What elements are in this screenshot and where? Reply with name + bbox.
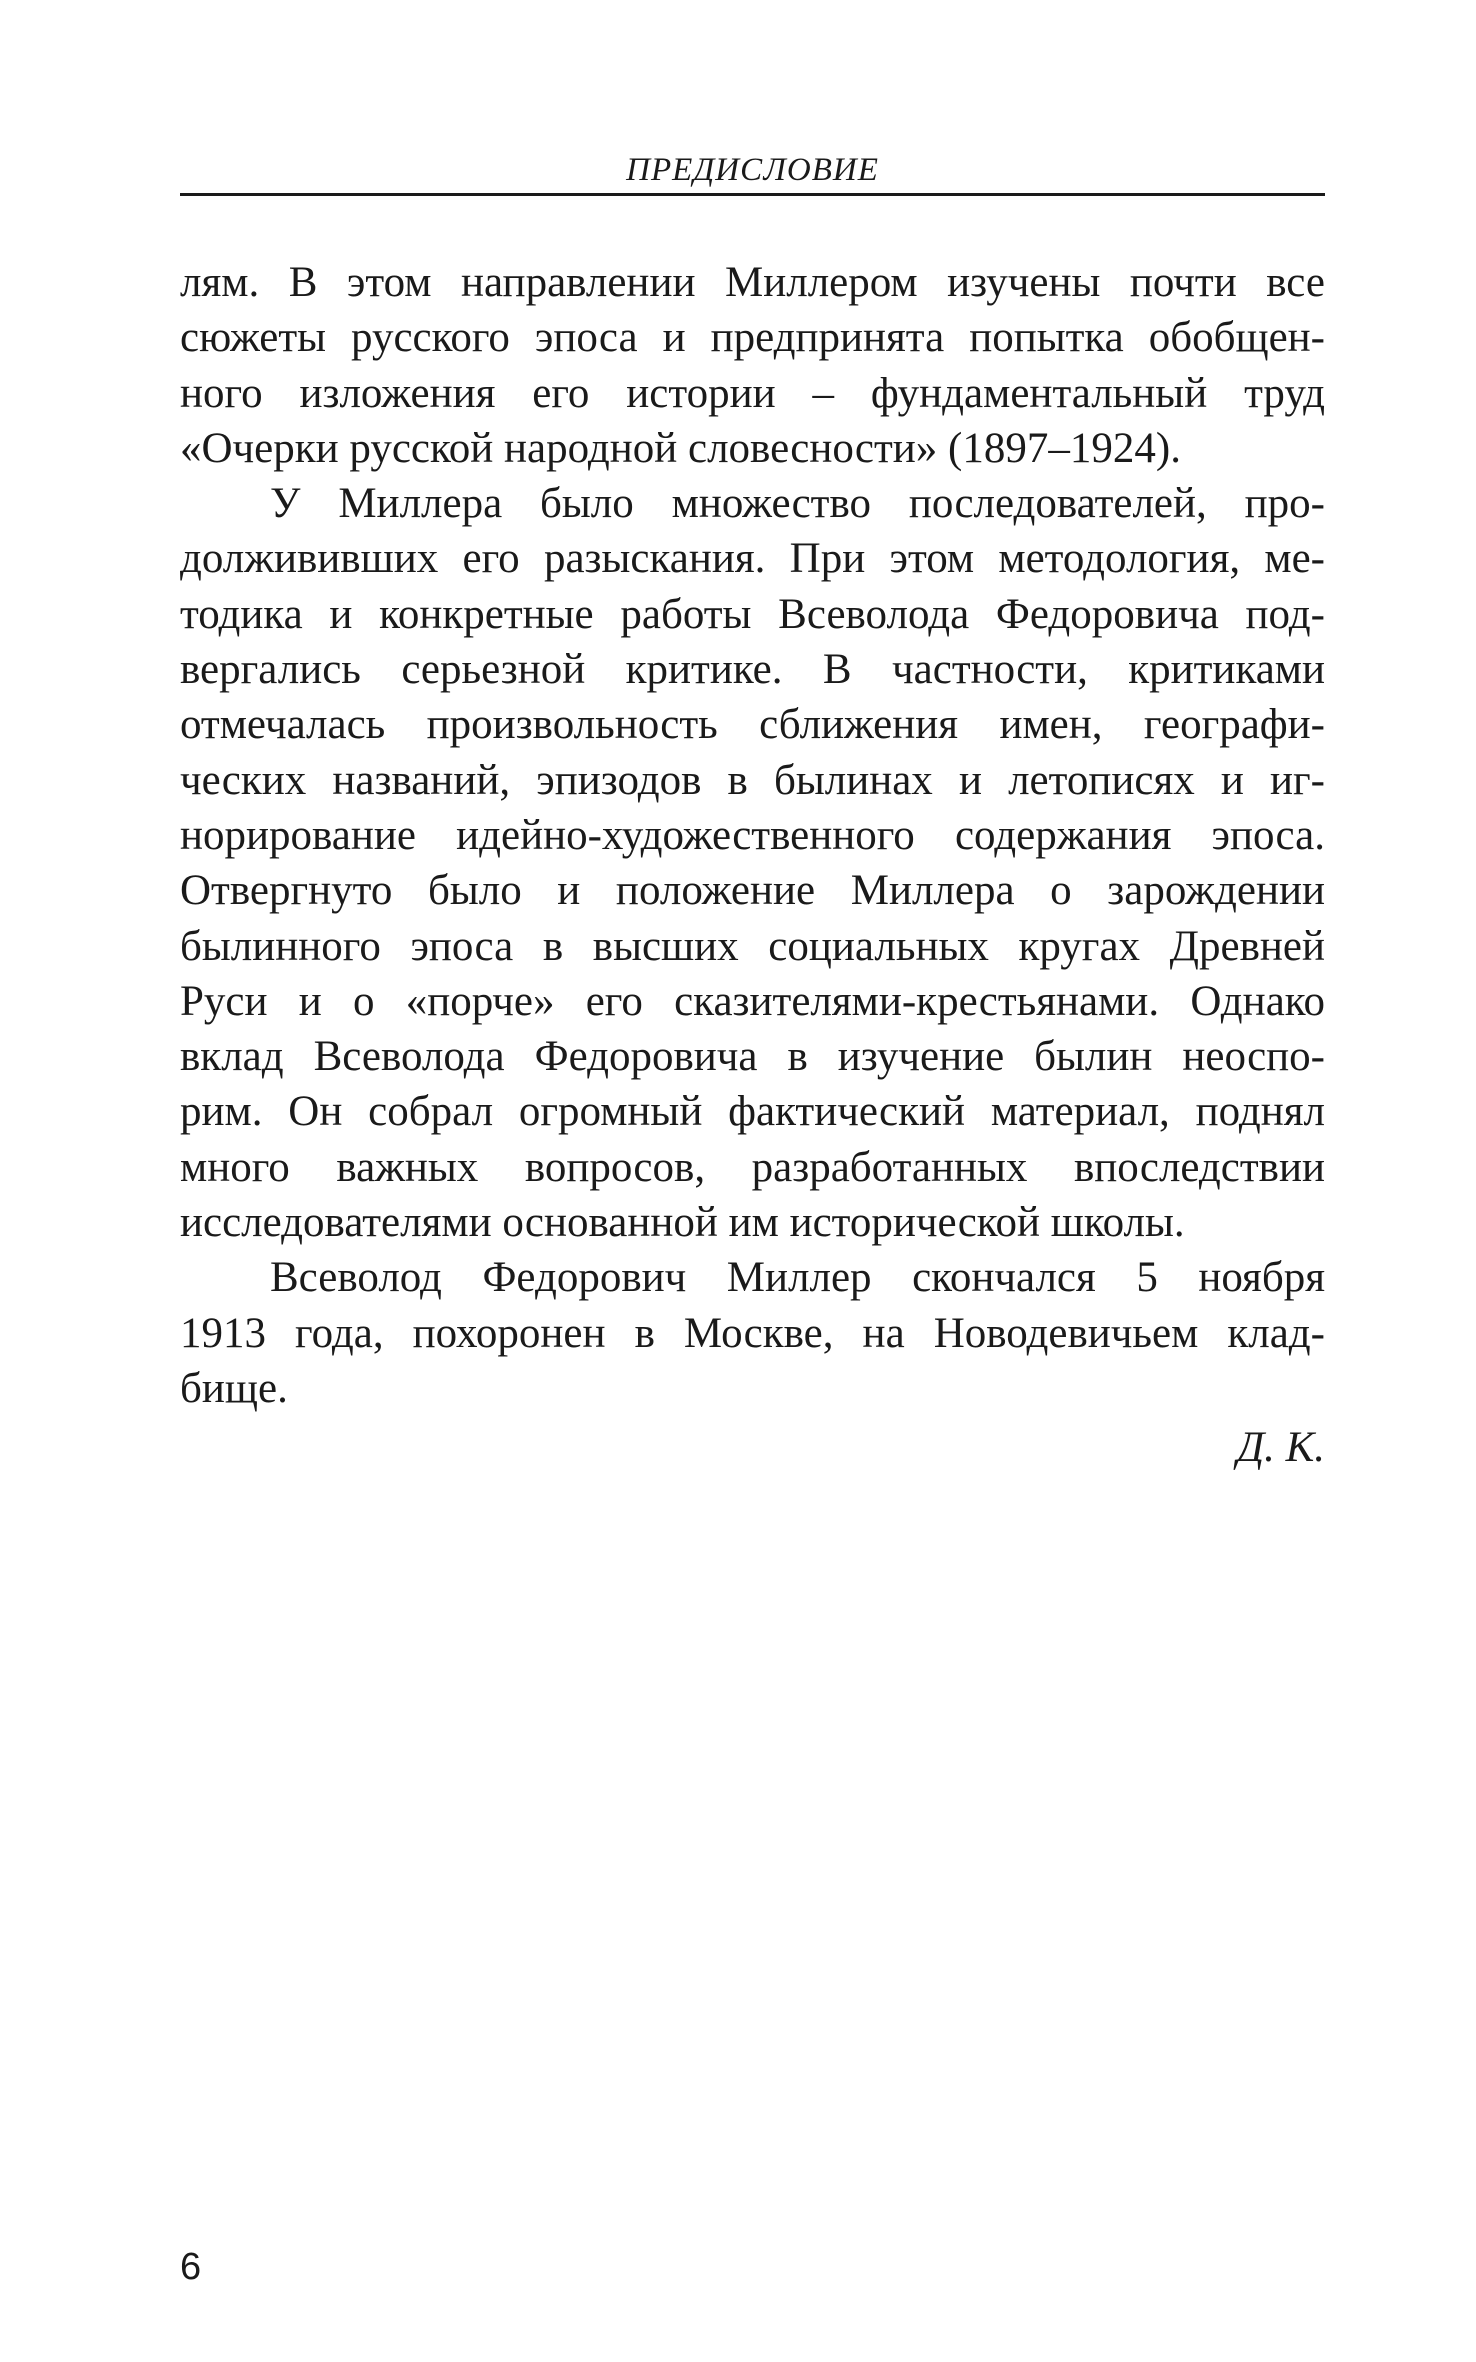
text-line: отмечалась произвольность сближения имен, географи- [180, 701, 1325, 749]
text-line: 1913 года, похоронен в Москве, на Новодевичьем клад- [180, 1309, 1325, 1357]
text-line: ного изложения его истории – фундаментальный труд [180, 369, 1325, 417]
text-line: былинного эпоса в высших социальных кругах Древней [180, 922, 1325, 970]
body-text [180, 255, 1325, 1476]
text-line: Отвергнуто было и положение Миллера о зарождении [180, 867, 1325, 915]
text-line: «Очерки русской народной словесности» (1897–1924). [180, 424, 1181, 472]
header-rule [180, 193, 1325, 196]
text-line: норирование идейно-художественного содержания эпоса. [180, 811, 1325, 859]
text-line: рим. Он собрал огромный фактический материал, поднял [180, 1088, 1325, 1136]
text-line: вергались серьезной критике. В частности, критиками [180, 646, 1325, 694]
text-line: Руси и о «порче» его сказителями-крестьянами. Однако [180, 977, 1325, 1025]
text-line: У Миллера было множество последователей, про- [270, 480, 1325, 528]
text-line: сюжеты русского эпоса и предпринята попытка обобщен- [180, 314, 1325, 362]
text-line: должививших его разыскания. При этом методология, ме- [180, 535, 1325, 583]
running-head: ПРЕДИСЛОВИЕ [626, 152, 879, 188]
text-line: лям. В этом направлении Миллером изучены почти все [180, 259, 1325, 306]
text-line: вклад Всеволода Федоровича в изучение былин неоспо- [180, 1033, 1325, 1081]
author-signature: Д. К. [1236, 1424, 1325, 1472]
text-line: Всеволод Федорович Миллер скончался 5 ноября [270, 1254, 1325, 1302]
text-line: исследователями основанной им исторической школы. [180, 1199, 1185, 1247]
paragraph [180, 476, 1325, 1250]
text-line: тодика и конкретные работы Всеволода Федоровича под- [180, 590, 1325, 638]
text-line: ческих названий, эпизодов в былинах и летописях и иг- [180, 756, 1325, 804]
paragraph [180, 1250, 1325, 1416]
paragraph [180, 255, 1325, 476]
text-line: много важных вопросов, разработанных впоследствии [180, 1143, 1325, 1191]
text-line: бище. [180, 1364, 288, 1412]
page-number: 6 [180, 2246, 202, 2288]
